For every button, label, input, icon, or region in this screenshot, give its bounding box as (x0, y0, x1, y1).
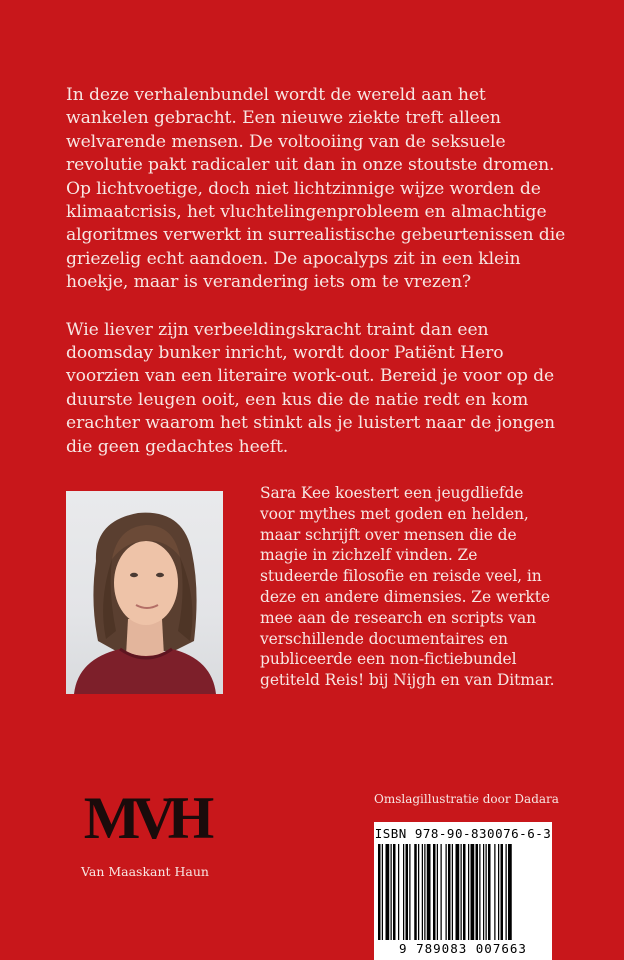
blurb-paragraph-1: In deze verhalenbundel wordt de wereld aan het wankelen gebracht. Een nieuwe ziekte treft alleen welvarende mensen. De voltooiing van de seksuele revolutie pakt radicaler uit dan in onze stoutste dromen. Op lichtvoetige, doch niet lichtzinnige wijze worden de klimaatcrisis, het vluchtelingenprobleem en almachtige algoritmes verwerkt in surrealistische gebeurtenissen die griezelig echt aandoen. De apocalyps zit in een klein hoekje, maar is verandering iets om te vrezen? (66, 85, 566, 293)
barcode-bar (508, 844, 512, 940)
barcode-bar (398, 844, 399, 940)
barcode-bar (461, 844, 462, 940)
barcode-bar (441, 844, 442, 940)
barcode-bar (506, 844, 507, 940)
cover-illustration-credit: Omslagillustratie door Dadara (374, 792, 559, 806)
barcode-bar (494, 844, 495, 940)
barcode-bar (501, 844, 504, 940)
barcode-bar (483, 844, 484, 940)
barcode-bar (418, 844, 419, 940)
barcode-bars (378, 844, 548, 940)
barcode-bar (437, 844, 438, 940)
barcode-bar (422, 844, 423, 940)
barcode-bar (409, 844, 410, 940)
barcode-bar (452, 844, 453, 940)
barcode-bar (486, 844, 487, 940)
publisher-logo (80, 782, 210, 879)
isbn-barcode (374, 822, 552, 960)
barcode-bar (479, 844, 480, 940)
barcode-bar (446, 844, 447, 940)
back-cover-blurb (66, 84, 566, 483)
barcode-bar (386, 844, 390, 940)
barcode-bar (456, 844, 460, 940)
isbn-number: ISBN 978-90-830076-6-3 (374, 826, 552, 841)
barcode-bar (488, 844, 491, 940)
barcode-bar (471, 844, 475, 940)
barcode-bar (463, 844, 466, 940)
barcode-bar (427, 844, 431, 940)
publisher-monogram-icon (83, 782, 207, 851)
author-photo (66, 491, 223, 694)
barcode-bar (406, 844, 409, 940)
barcode-bar (382, 844, 383, 940)
barcode-bar (403, 844, 404, 940)
barcode-bar (433, 844, 436, 940)
barcode-bar (498, 844, 499, 940)
blurb-paragraph-2: Wie liever zijn verbeeldingskracht traint dan een doomsday bunker inricht, wordt door Patiënt Hero voorzien van een literaire work-out. Bereid je voor op de duurste leugen ooit, een kus die de natie redt en kom erachter waarom het stinkt als je luistert naar de jongen die geen gedachtes heeft. (66, 319, 556, 457)
author-portrait-image (66, 491, 223, 694)
ean-number: 9 789083 007663 (399, 941, 527, 956)
publisher-name: Van Maaskant Haun (80, 864, 209, 879)
barcode-bar (393, 844, 396, 940)
barcode-bar (468, 844, 469, 940)
barcode-bar (476, 844, 479, 940)
barcode-bar (424, 844, 425, 940)
author-bio: Sara Kee koestert een jeugdliefde voor mythes met goden en helden, maar schrijft over mensen die de magie in zichzelf vinden. Ze studeerde filosofie en reisde veel, in deze en andere dimensies. Ze werkte mee aan de research en scripts van verschillende documentaires en publiceerde een non-fictiebundel getiteld Reis! bij Nijgh en van Ditmar. (260, 484, 555, 690)
svg-text:MVH: MVH (83, 785, 207, 851)
barcode-bar (378, 844, 381, 940)
barcode-bar (448, 844, 451, 940)
barcode-bar (414, 844, 417, 940)
barcode-bar (391, 844, 392, 940)
